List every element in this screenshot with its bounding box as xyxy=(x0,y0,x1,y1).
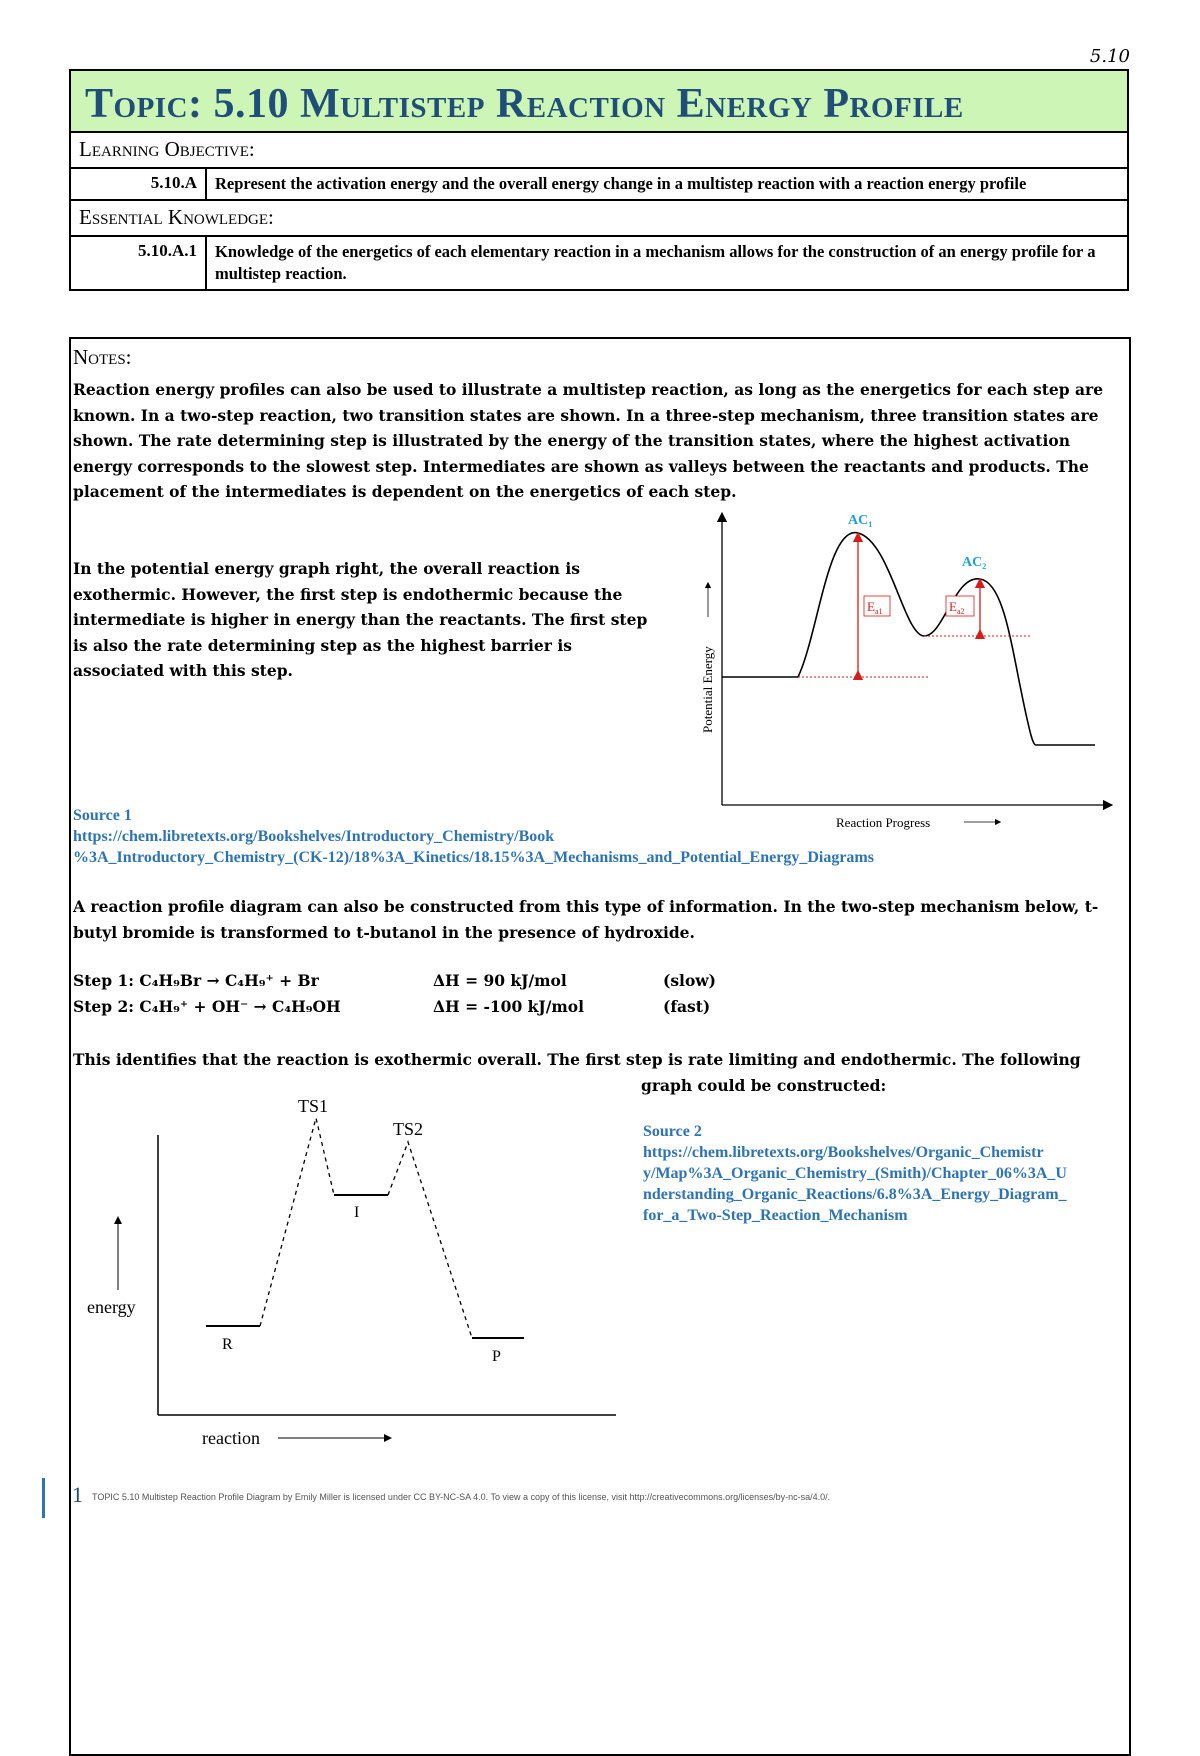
energy-curve xyxy=(722,533,1095,745)
y-axis-label: energy xyxy=(87,1297,136,1317)
ea2-label: $E_{a2}$ xyxy=(949,599,965,616)
source2-label: Source 2 xyxy=(643,1123,702,1140)
x-axis-label: Reaction Progress xyxy=(836,815,931,830)
conclusion-line2: graph could be constructed: xyxy=(641,1076,887,1095)
source1-link-line2[interactable]: %3A_Introductory_Chemistry_(CK-12)/18%3A_Kinetics/18.15%3A_Mechanisms_and_Potential_Energy_Diagrams xyxy=(73,849,874,866)
y-axis-label: Potential Energy xyxy=(700,646,715,733)
intermediate-label: I xyxy=(354,1204,360,1221)
ts1-label: TS1 xyxy=(298,1096,329,1116)
footer-page-number: 1 xyxy=(72,1482,83,1507)
essential-knowledge-heading: Essential Knowledge: xyxy=(70,200,1128,236)
notes-heading: Notes: xyxy=(73,345,132,369)
ts2-label: TS2 xyxy=(393,1119,424,1139)
ts1-label: $AC_1$ xyxy=(848,513,873,529)
source2-link-line1[interactable]: https://chem.libretexts.org/Bookshelves/Organic_Chemistr xyxy=(643,1144,1044,1161)
conclusion-line1: This identifies that the reaction is exothermic overall. The first step is rate limiting and endothermic. The following xyxy=(73,1050,1081,1069)
learning-objective-heading: Learning Objective: xyxy=(70,132,1128,168)
step2-rate: (fast) xyxy=(663,997,711,1016)
ts2-label: $AC_2$ xyxy=(962,555,987,571)
source1-link-line1[interactable]: https://chem.libretexts.org/Bookshelves/Introductory_Chemistry/Book xyxy=(73,828,555,845)
dashed-profile xyxy=(260,1118,472,1338)
reaction-profile-diagram xyxy=(80,1090,625,1455)
step2-dh: ΔH = -100 kJ/mol xyxy=(433,997,584,1016)
source2-link-line2[interactable]: y/Map%3A_Organic_Chemistry_(Smith)/Chapter_06%3A_U xyxy=(643,1165,1067,1182)
essential-knowledge-text: Knowledge of the energetics of each elementary reaction in a mechanism allows for the construction of an energy profile for a multistep reaction. xyxy=(206,236,1128,290)
title-cell xyxy=(70,70,1128,132)
source2-link-line4[interactable]: for_a_Two-Step_Reaction_Mechanism xyxy=(643,1207,908,1224)
product-label: P xyxy=(492,1348,501,1365)
reactant-label: R xyxy=(222,1336,233,1353)
graph-paragraph: In the potential energy graph right, the overall reaction is exothermic. However, the first step is endothermic because the intermediate is higher in energy than the reactants. The first step is also the rate determining step as the highest barrier is associated with this step. xyxy=(73,559,648,680)
step1-rate: (slow) xyxy=(663,971,716,990)
source1-label: Source 1 xyxy=(73,807,132,824)
learning-objective-code: 5.10.A xyxy=(70,168,206,200)
potential-energy-diagram xyxy=(690,505,1120,835)
page-label: 5.10 xyxy=(1089,46,1130,67)
step1-dh: ΔH = 90 kJ/mol xyxy=(433,971,567,990)
page-title: Topic: 5.10 Multistep Reaction Energy Profile xyxy=(85,81,964,127)
topic-header-table xyxy=(69,69,1129,291)
footer-license: TOPIC 5.10 Multistep Reaction Profile Diagram by Emily Miller is licensed under CC BY-NC-SA 4.0. To view a copy of this license, visit http://creativecommons.org/licenses/by-nc-sa/4.0/. xyxy=(92,1492,831,1502)
footer-accent-bar xyxy=(42,1478,45,1518)
notes-intro: Reaction energy profiles can also be used to illustrate a multistep reaction, as long as the energetics for each step are known. In a two-step reaction, two transition states are shown. In a three-step mechanism, three transition states are shown. The rate determining step is illustrated by the energy of the transition states, where the highest activation energy corresponds to the slowest step. Intermediates are shown as valleys between the reactants and products. The placement of the intermediates is dependent on the energetics of each step. xyxy=(73,380,1104,501)
profile-paragraph: A reaction profile diagram can also be constructed from this type of information. In the two-step mechanism below, t-butyl bromide is transformed to t-butanol in the presence of hydroxide. xyxy=(73,897,1099,942)
learning-objective-text: Represent the activation energy and the overall energy change in a multistep reaction with a reaction energy profile xyxy=(206,168,1128,200)
step1-equation: Step 1: C₄H₉Br → C₄H₉⁺ + Br xyxy=(73,971,319,990)
x-axis-label: reaction xyxy=(202,1428,260,1448)
essential-knowledge-code: 5.10.A.1 xyxy=(70,236,206,290)
ea1-label: $E_{a1}$ xyxy=(867,599,883,616)
step2-equation: Step 2: C₄H₉⁺ + OH⁻ → C₄H₉OH xyxy=(73,997,341,1016)
source2-link-line3[interactable]: nderstanding_Organic_Reactions/6.8%3A_Energy_Diagram_ xyxy=(643,1186,1067,1203)
